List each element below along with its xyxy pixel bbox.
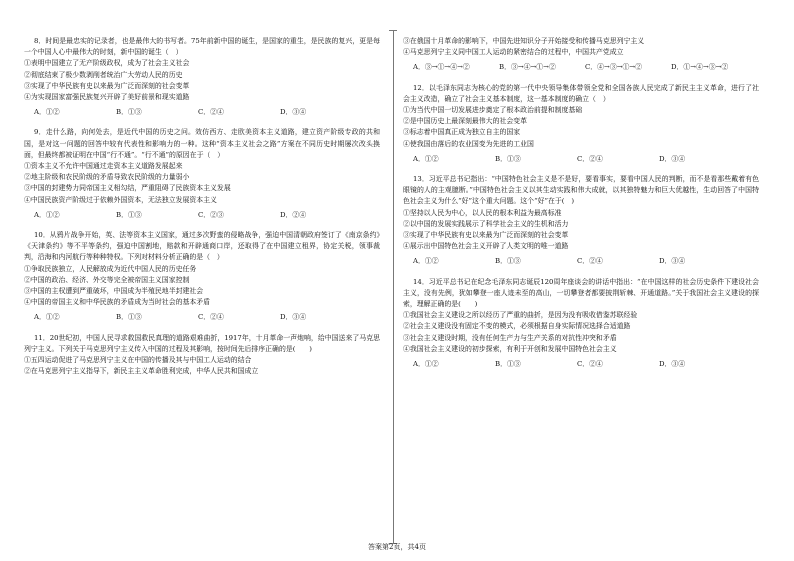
- question-stem: 10．从鸦片战争开始，英、法等资本主义国家，通过多次野蛮的侵略战争，强迫中国清朝政府签订了《南京条约》《天津条约》等不平等条约，强迫中国割地，赔款和开辟通商口岸，还取得了在中国建立租界，协定关税，领事裁判，沿海和内河航行等种种特权。下列对材料分析正确的是（ ）: [24, 231, 380, 262]
- statement: ①争取民族独立，人民解放成为近代中国人民的历史任务: [24, 264, 197, 273]
- choice-d[interactable]: D．③④: [280, 313, 307, 322]
- answer-choices: [403, 154, 759, 165]
- question-12: [403, 83, 759, 165]
- choice-d[interactable]: D．③④: [659, 360, 686, 369]
- statement: ②以中国的发展实践展示了科学社会主义的生机和活力: [403, 219, 569, 228]
- choice-d[interactable]: D．②④: [280, 210, 307, 219]
- choice-b[interactable]: B．①③: [116, 313, 142, 322]
- choice-b[interactable]: B．①③: [495, 257, 521, 266]
- choice-c[interactable]: C．④→③→①→②: [585, 63, 643, 72]
- question-10: [24, 230, 380, 324]
- choice-d[interactable]: D．③④: [659, 257, 686, 266]
- question-8: [24, 36, 380, 118]
- choice-d[interactable]: D．③④: [280, 108, 307, 117]
- statement: ④我国社会主义建设的初步探索，有利于开创和发展中国特色社会主义: [403, 344, 617, 353]
- statement: ③标志着中国真正成为独立自主的国家: [403, 128, 521, 137]
- question-stem: 12．以毛泽东同志为核心的党的第一代中央领导集体带领全党和全国各族人民完成了新民主主义革命，进行了社会主义改造，确立了社会主义基本制度，这一基本制度的确立（ ）: [403, 83, 759, 103]
- statement: ④中国民族资产阶级过于依赖外国资本，无法独立发展资本主义: [24, 195, 217, 204]
- question-stem: 14．习近平总书记在纪念毛泽东同志诞辰120周年座谈会的讲话中指出：“在中国这样的社会历史条件下建设社会主义，没有先例，犹如攀登一座人迹未至的高山，一切攀登者都要披荆斩棘、开通道路。”关于我国社会主义建设的探索，理解正确的是( ): [403, 277, 759, 309]
- statement: ②彻底结束了极少数剥削者统治广大劳动人民的历史: [24, 70, 183, 79]
- statement: ④为实现国家富强民族复兴开辟了美好前景和现实道路: [24, 93, 190, 102]
- question-9: [24, 127, 380, 221]
- choice-b[interactable]: B．①③: [116, 210, 142, 219]
- statement: ③实现了中华民族有史以来最为广泛而深刻的社会变革: [24, 81, 190, 90]
- choice-c[interactable]: C．②④: [198, 108, 224, 117]
- statement: ②在马克思列宁主义指导下，新民主主义革命胜利完成，中华人民共和国成立: [24, 367, 259, 376]
- statement: ③中国的封建势力同帝国主义相勾结，严重阻碍了民族资本主义发展: [24, 184, 231, 193]
- column-divider: [393, 30, 394, 544]
- question-11-continued: [403, 36, 759, 74]
- page-footer: 答案第2页，共4页: [368, 543, 426, 551]
- choice-b[interactable]: B．①③: [116, 108, 142, 117]
- statement: ②中国的政治、经济、外交等完全被帝国主义国家控制: [24, 275, 190, 284]
- answer-choices: [403, 62, 759, 73]
- statement: ①我国社会主义建设之所以经历了严重的曲折，是因为没有吸收借鉴苏联经验: [403, 311, 638, 320]
- statement: ③实现了中华民族有史以来最为广泛而深刻的社会变革: [403, 231, 569, 240]
- answer-choices: [24, 210, 380, 221]
- statement: ④马克思列宁主义同中国工人运动的紧密结合的过程中，中国共产党成立: [403, 48, 624, 57]
- answer-choices: [403, 359, 759, 370]
- question-stem: 8．时间是最忠实的记录者，也是最伟大的书写者。75年前新中国的诞生，是国家的重生，是民族的复兴，更是每一个中国人心中最伟大的时刻，新中国的诞生（ ）: [24, 37, 380, 57]
- statement: ③社会主义建设时期，没有任何生产力与生产关系的对抗性冲突和矛盾: [403, 333, 617, 342]
- divider-cap-top: [389, 30, 397, 31]
- choice-a[interactable]: A．①②: [413, 257, 439, 266]
- question-stem: 9．走什么路，向何处去，是近代中国的历史之问。效仿西方、走欧美资本主义道路，建立资产阶级专政的共和国，是对这一问题的回答中较有代表性和影响力的一种。这种“资本主义社会之路”方案在不同历史时期屡次改头换面，但最终都被证明在中国“行不通”。“行不通”的原因在于（ ）: [24, 128, 380, 159]
- right-column: [403, 36, 759, 379]
- choice-b[interactable]: B．①③: [495, 154, 521, 163]
- statement: ④中国的帝国主义和中华民族的矛盾成为当时社会的基本矛盾: [24, 298, 211, 307]
- statement: ①资本主义不允许中国通过走资本主义道路发展起来: [24, 162, 183, 171]
- statement: ④展示出中国特色社会主义开辟了人类文明的唯一道路: [403, 242, 569, 251]
- question-13: [403, 174, 759, 268]
- answer-choices: [24, 107, 380, 118]
- answer-choices: [403, 256, 759, 267]
- choice-c[interactable]: C．②④: [577, 154, 603, 163]
- choice-d[interactable]: D．③④: [659, 154, 686, 163]
- choice-a[interactable]: A．①②: [34, 108, 60, 117]
- question-14: [403, 277, 759, 371]
- statement: ①五四运动促进了马克思列宁主义在中国的传播及其与中国工人运动的结合: [24, 356, 252, 365]
- choice-a[interactable]: A．①②: [413, 360, 439, 369]
- choice-b[interactable]: B．③→④→①→②: [499, 63, 556, 72]
- left-column: [24, 36, 380, 377]
- question-stem: 13．习近平总书记指出：“中国特色社会主义是不是好，要看事实，要看中国人民的判断，而不是看那些戴着有色眼镜的人的主观臆断。”中国特色社会主义以其生动实践和伟大成就，以其独特魅力和巨大优越性，生动回答了中国特色社会主义为什么“好”这个重大问题。这个“好”在于( ): [403, 175, 759, 206]
- question-11: [24, 333, 380, 378]
- choice-a[interactable]: A．①②: [34, 210, 60, 219]
- choice-a[interactable]: A．①②: [413, 154, 439, 163]
- statement: ①表明中国建立了无产阶级政权，成为了社会主义社会: [24, 59, 190, 68]
- question-stem: 11．20世纪初，中国人民寻求救国救民真理的道路艰难曲折，1917年，十月革命一声炮响，给中国送来了马克思列宁主义。下列关于马克思列宁主义传入中国的过程及其影响，按时间先后排序正确的是( ): [24, 333, 380, 353]
- choice-c[interactable]: C．②③: [198, 210, 224, 219]
- statement: ③在俄国十月革命的影响下，中国先进知识分子开始接受和传播马克思列宁主义: [403, 37, 645, 45]
- statement: ①为当代中国一切发展进步奠定了根本政治前提和制度基础: [403, 106, 583, 115]
- choice-d[interactable]: D．①→④→③→②: [671, 63, 729, 72]
- choice-c[interactable]: C．②④: [198, 313, 224, 322]
- choice-a[interactable]: A．③→①→④→②: [413, 63, 470, 72]
- statement: ③中国的主权遭到严重破坏，中国成为半殖民地半封建社会: [24, 287, 204, 296]
- statement: ②地主阶级和农民阶级的矛盾导致农民阶级的力量弱小: [24, 173, 190, 182]
- choice-c[interactable]: C．②④: [577, 360, 603, 369]
- choice-b[interactable]: B．①③: [495, 360, 521, 369]
- choice-a[interactable]: A．①②: [34, 313, 60, 322]
- answer-choices: [24, 312, 380, 323]
- statement: ①坚持以人民为中心，以人民的根本利益为最高标准: [403, 208, 562, 217]
- statement: ②是中国历史上最深刻最伟大的社会变革: [403, 117, 528, 126]
- choice-c[interactable]: C．②④: [577, 257, 603, 266]
- statement: ②社会主义建设没有固定不变的模式，必须根据自身实际情况选择合适道路: [403, 322, 631, 331]
- statement: ④使我国由落后的农业国变为先进的工业国: [403, 139, 534, 148]
